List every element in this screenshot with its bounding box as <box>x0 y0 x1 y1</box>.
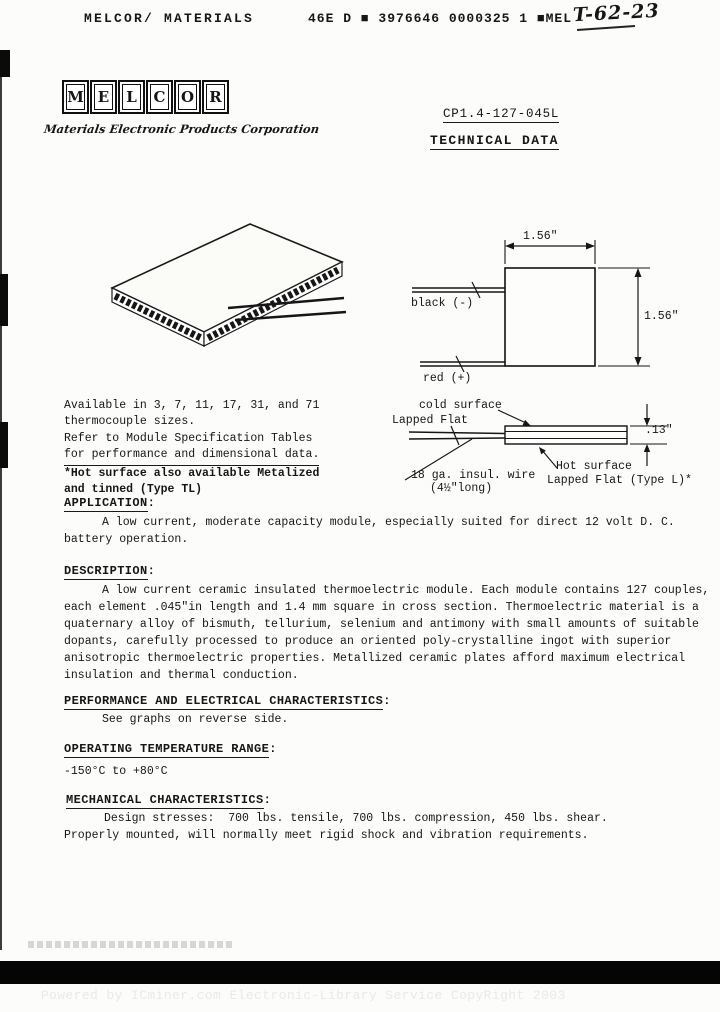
footer-bar <box>0 961 720 1003</box>
intro-line: for performance and dimensional data. <box>64 447 319 465</box>
section-body: Design stresses: 700 lbs. tensile, 700 lbs. compression, 450 lbs. shear. <box>104 812 608 825</box>
dim-width-label: 1.56" <box>523 230 558 243</box>
intro-line: Available in 3, 7, 11, 17, 31, and 71 <box>64 399 320 412</box>
section-heading: APPLICATION: <box>64 496 156 510</box>
section-body: -150°C to +80°C <box>64 765 168 778</box>
dim-height-label: 1.56" <box>644 310 679 323</box>
section-operating-range <box>64 742 277 780</box>
intro-footnote: *Hot surface also available Metalized <box>64 466 320 480</box>
cold-surface-label: cold surface <box>419 399 502 412</box>
red-wire-label: red (+) <box>423 372 472 385</box>
header-doc-code: 46E D ■ 3976646 0000325 1 ■MEL <box>308 11 573 26</box>
section-heading: PERFORMANCE AND ELECTRICAL CHARACTERISTICS: <box>64 694 391 708</box>
part-number: CP1.4-127-045L <box>443 107 560 121</box>
logo-letter: O <box>174 80 201 114</box>
logo-tagline: Materials Electronic Products Corporation <box>43 122 321 136</box>
section-heading: DESCRIPTION: <box>64 564 156 578</box>
intro-footnote: and tinned (Type TL) <box>64 483 203 497</box>
section-application <box>64 496 675 548</box>
melcor-logo <box>43 80 321 136</box>
logo-letter: R <box>202 80 229 114</box>
hot-lapped-flat-label: Lapped Flat (Type L)* <box>547 474 692 487</box>
section-heading: OPERATING TEMPERATURE RANGE: <box>64 742 277 756</box>
section-body: battery operation. <box>64 533 189 546</box>
section-body: A low current ceramic insulated thermoelectric module. Each module contains 127 couples, each element .045"in length and 1.4 mm square in cross section. Thermoelectric material is a quaternary alloy of bismuth, tellurium, selenium and antimony with small amounts of suitable dopants, carefully processed to produce an oriented poly-crystalline ingot with superior anisotropic thermoelectric properties. Metallized ceramic plates afford maximum electrical insulation and thermal conduction. <box>64 584 710 682</box>
black-wire-label: black (-) <box>411 297 474 310</box>
hot-surface-label: Hot surface <box>556 460 632 473</box>
section-performance <box>64 694 391 728</box>
scan-artifact <box>0 50 10 77</box>
wire-spec-label: 18 ga. insul. wire <box>411 469 536 482</box>
module-isometric-drawing <box>78 212 368 377</box>
header-company: MELCOR/ MATERIALS <box>84 11 255 26</box>
logo-letter: L <box>118 80 145 114</box>
thickness-label: .13" <box>645 424 673 437</box>
cold-lapped-flat-label: Lapped Flat <box>392 414 468 427</box>
logo-letter: E <box>90 80 117 114</box>
logo-letters <box>62 80 229 114</box>
scan-artifact <box>0 274 8 326</box>
logo-letter: M <box>62 80 89 114</box>
section-heading: MECHANICAL CHARACTERISTICS: <box>66 793 272 807</box>
intro-text <box>64 398 319 498</box>
footer-text: Powered by ICminer.com Electronic-Library Service CopyRight 2003 <box>40 988 566 1003</box>
logo-letter: C <box>146 80 173 114</box>
scan-artifact <box>28 941 233 948</box>
section-body: See graphs on reverse side. <box>102 713 289 726</box>
intro-line: Refer to Module Specification Tables <box>64 431 313 445</box>
scan-artifact <box>0 422 8 468</box>
handwritten-note: T-62-23 <box>572 0 661 27</box>
doc-title: TECHNICAL DATA <box>430 133 559 148</box>
section-mechanical <box>66 793 608 844</box>
intro-line: thermocouple sizes. <box>64 415 196 429</box>
section-body: A low current, moderate capacity module, especially suited for direct 12 volt D. C. <box>102 516 675 529</box>
scan-artifact <box>0 76 2 950</box>
handwritten-underline <box>577 25 635 31</box>
wire-length-label: (4½"long) <box>430 482 493 495</box>
section-body: Properly mounted, will normally meet rigid shock and vibration requirements. <box>64 829 589 842</box>
section-description <box>64 564 716 684</box>
